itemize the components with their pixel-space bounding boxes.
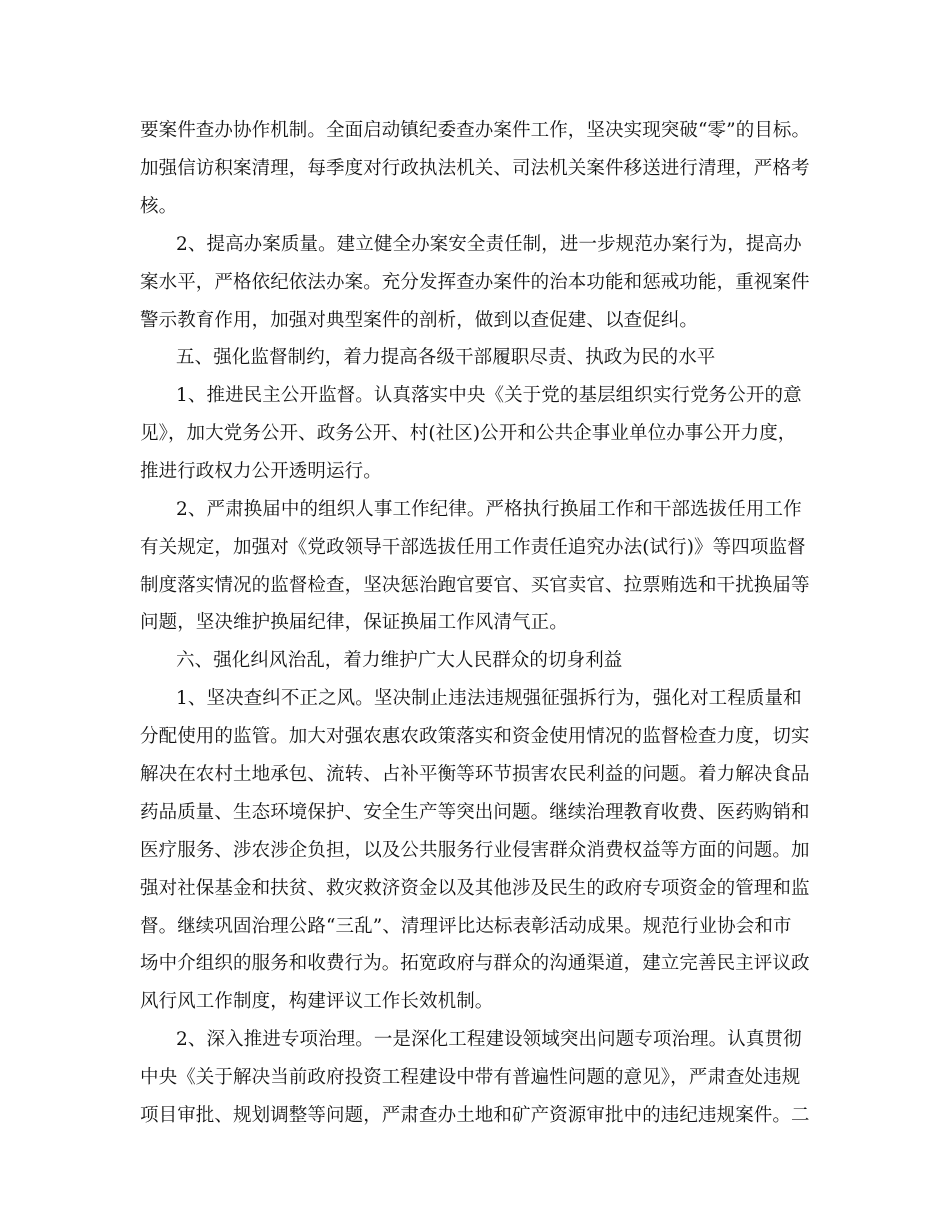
body-line: 推进行政权力公开透明运行。 xyxy=(140,461,382,482)
body-line: 解决在农村土地承包、流转、占补平衡等环节损害农民利益的问题。着力解决食品 xyxy=(140,764,810,785)
body-line: 医疗服务、涉农涉企负担，以及公共服务行业侵害群众消费权益等方面的问题。加 xyxy=(140,840,810,861)
body-line: 风行风工作制度，构建评议工作长效机制。 xyxy=(140,991,494,1012)
body-line: 项目审批、规划调整等问题，严肃查办土地和矿产资源审批中的违纪违规案件。二 xyxy=(140,1105,810,1126)
body-line: 中央《关于解决当前政府投资工程建设中带有普遍性问题的意见》，严肃查处违规 xyxy=(140,1067,801,1088)
body-line: 场中介组织的服务和收费行为。拓宽政府与群众的沟通渠道，建立完善民主评议政 xyxy=(140,953,810,974)
paragraph-first-line: 2、严肃换届中的组织人事工作纪律。严格执行换届工作和干部选拔任用工作 xyxy=(176,499,802,520)
paragraph-first-line: 2、提高办案质量。建立健全办案安全责任制，进一步规范办案行为，提高办 xyxy=(176,234,802,255)
body-line: 药品质量、生态环境保护、安全生产等突出问题。继续治理教育收费、医药购销和 xyxy=(140,802,810,823)
body-line: 制度落实情况的监督检查，坚决惩治跑官要官、买官卖官、拉票贿选和干扰换届等 xyxy=(140,575,810,596)
paragraph-first-line: 1、坚决查纠不正之风。坚决制止违法违规强征强拆行为，强化对工程质量和 xyxy=(176,688,802,709)
section-heading: 六、强化纠风治乱，着力维护广大人民群众的切身利益 xyxy=(176,650,623,671)
body-line: 要案件查办协作机制。全面启动镇纪委查办案件工作，坚决实现突破“零”的目标。 xyxy=(140,120,811,141)
body-line: 见》，加大党务公开、政务公开、村(社区)公开和公共企事业单位办事公开力度， xyxy=(140,423,797,444)
paragraph-first-line: 2、深入推进专项治理。一是深化工程建设领域突出问题专项治理。认真贯彻 xyxy=(176,1029,802,1050)
body-line: 有关规定，加强对《党政领导干部选拔任用工作责任追究办法(试行)》等四项监督 xyxy=(140,537,806,558)
body-line: 强对社保基金和扶贫、救灾救济资金以及其他涉及民生的政府专项资金的管理和监 xyxy=(140,878,810,899)
body-line: 问题，坚决维护换届纪律，保证换届工作风清气正。 xyxy=(140,612,568,633)
body-line: 案水平，严格依纪依法办案。充分发挥查办案件的治本功能和惩戒功能，重视案件 xyxy=(140,272,810,293)
body-line: 分配使用的监管。加大对强农惠农政策落实和资金使用情况的监督检查力度，切实 xyxy=(140,726,810,747)
body-line: 警示教育作用，加强对典型案件的剖析，做到以查促建、以查促纠。 xyxy=(140,310,699,331)
body-line: 督。继续巩固治理公路“三乱”、清理评比达标表彰活动成果。规范行业协会和市 xyxy=(140,916,792,937)
body-line: 核。 xyxy=(140,196,178,217)
paragraph-first-line: 1、推进民主公开监督。认真落实中央《关于党的基层组织实行党务公开的意 xyxy=(176,385,802,406)
section-heading: 五、强化监督制约，着力提高各级干部履职尽责、执政为民的水平 xyxy=(176,347,716,368)
body-line: 加强信访积案清理，每季度对行政执法机关、司法机关案件移送进行清理，严格考 xyxy=(140,158,810,179)
